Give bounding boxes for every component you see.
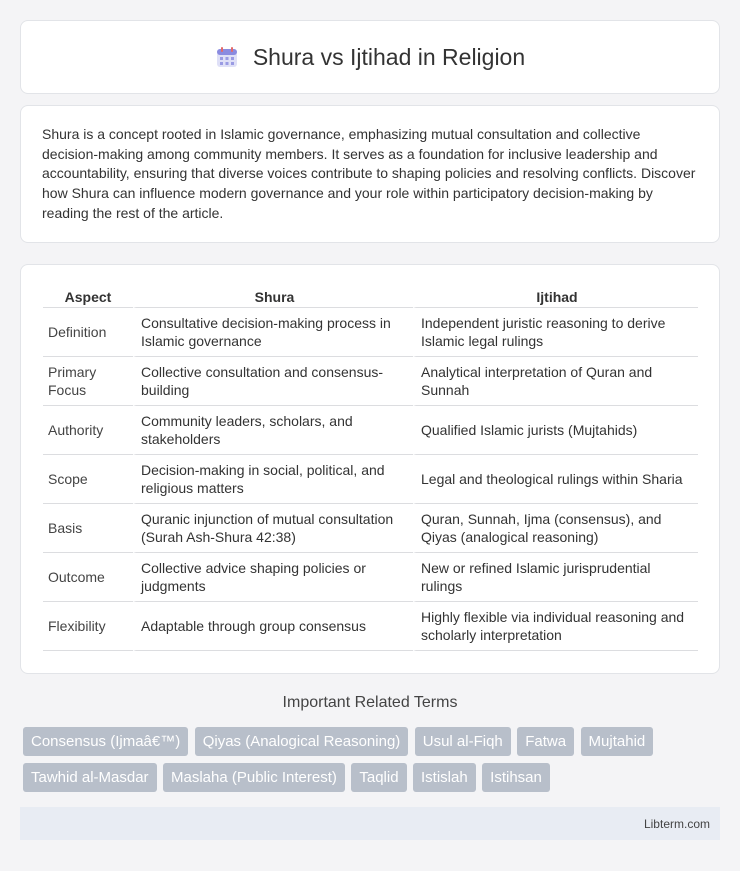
row-aspect: Definition	[43, 308, 133, 357]
row-ijtihad: Legal and theological rulings within Sharia	[413, 455, 698, 504]
row-ijtihad: Highly flexible via individual reasoning and scholarly interpretation	[413, 602, 698, 651]
row-ijtihad: Quran, Sunnah, Ijma (consensus), and Qiyas (analogical reasoning)	[413, 504, 698, 553]
row-shura: Quranic injunction of mutual consultation (Surah Ash-Shura 42:38)	[133, 504, 413, 553]
comparison-table-card	[20, 264, 720, 674]
intro-text: Shura is a concept rooted in Islamic governance, emphasizing mutual consultation and collective decision-making among community members. It serves as a foundation for inclusive leadership and accountability, ensuring that diverse voices contribute to shaping policies and resolving conflicts. Discover how Shura can influence modern governance and your role within participatory decision-making by reading the rest of the article.	[42, 126, 696, 221]
table-row	[43, 308, 698, 357]
table-header-row	[43, 285, 698, 308]
row-ijtihad: Qualified Islamic jurists (Mujtahids)	[413, 406, 698, 455]
term-tag[interactable]: Taqlid	[351, 763, 406, 792]
page-title: Shura vs Ijtihad in Religion	[252, 43, 526, 70]
calendar-icon	[215, 45, 239, 69]
term-tag[interactable]: Fatwa	[517, 727, 574, 756]
table-row	[43, 455, 698, 504]
row-aspect: Authority	[43, 406, 133, 455]
term-tag[interactable]: Maslaha (Public Interest)	[163, 763, 345, 792]
row-shura: Collective advice shaping policies or judgments	[133, 553, 413, 602]
comparison-table	[43, 285, 698, 651]
term-tag[interactable]: Qiyas (Analogical Reasoning)	[195, 727, 409, 756]
intro-card	[20, 105, 720, 243]
row-ijtihad: New or refined Islamic jurisprudential rulings	[413, 553, 698, 602]
row-aspect: Primary Focus	[43, 357, 133, 406]
row-aspect: Outcome	[43, 553, 133, 602]
row-aspect: Basis	[43, 504, 133, 553]
table-row	[43, 553, 698, 602]
header-aspect: Aspect	[43, 285, 133, 308]
footer-site-link[interactable]: Libterm.com	[643, 817, 710, 831]
row-shura: Community leaders, scholars, and stakeholders	[133, 406, 413, 455]
table-row	[43, 357, 698, 406]
row-ijtihad: Analytical interpretation of Quran and Sunnah	[413, 357, 698, 406]
row-aspect: Scope	[43, 455, 133, 504]
term-tag[interactable]: Istislah	[413, 763, 476, 792]
table-row	[43, 504, 698, 553]
header-shura: Shura	[133, 285, 413, 308]
term-tag[interactable]: Istihsan	[482, 763, 550, 792]
term-tag[interactable]: Consensus (Ijmaâ€™)	[23, 727, 188, 756]
footer	[20, 807, 720, 840]
title-card	[20, 20, 720, 94]
row-aspect: Flexibility	[43, 602, 133, 651]
term-tag[interactable]: Tawhid al-Masdar	[23, 763, 157, 792]
header-ijtihad: Ijtihad	[413, 285, 698, 308]
row-shura: Collective consultation and consensus-building	[133, 357, 413, 406]
row-shura: Decision-making in social, political, and religious matters	[133, 455, 413, 504]
row-shura: Adaptable through group consensus	[133, 602, 413, 651]
related-terms-list	[23, 727, 723, 799]
term-tag[interactable]: Mujtahid	[581, 727, 654, 756]
row-ijtihad: Independent juristic reasoning to derive Islamic legal rulings	[413, 308, 698, 357]
table-row	[43, 602, 698, 651]
row-shura: Consultative decision-making process in Islamic governance	[133, 308, 413, 357]
term-tag[interactable]: Usul al-Fiqh	[415, 727, 511, 756]
table-row	[43, 406, 698, 455]
related-terms-title: Important Related Terms	[282, 694, 458, 711]
